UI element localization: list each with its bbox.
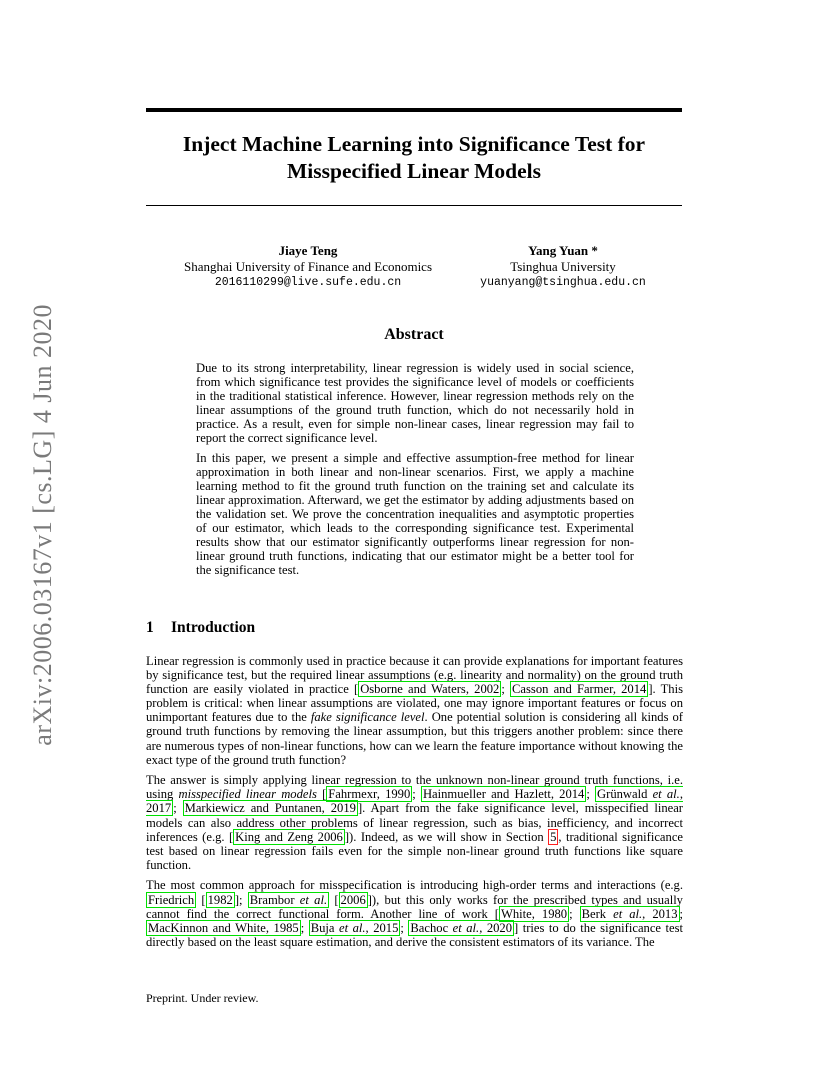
citation-link[interactable]: Fahrmexr, 1990	[328, 787, 411, 802]
author-name: Jiaye Teng	[278, 243, 338, 258]
title-top-rule	[146, 108, 682, 112]
author-name: Yang Yuan *	[528, 243, 598, 258]
author-email[interactable]: yuanyang@tsinghua.edu.cn	[480, 276, 646, 289]
citation-link[interactable]: 1982	[207, 892, 233, 907]
citation-link[interactable]: Markiewicz and Puntanen, 2019	[184, 801, 356, 816]
citation-link[interactable]: MacKinnon and White, 1985	[148, 920, 299, 935]
author-affiliation: Tsinghua University	[510, 259, 616, 274]
emphasis: misspecified linear models	[178, 787, 317, 802]
intro-body	[146, 654, 683, 955]
author-email[interactable]: 2016110299@live.sufe.edu.cn	[214, 276, 402, 289]
body-paragraph: Linear regression is commonly used in practice because it can provide explanations for important features by significance test, but the required linear assumptions (e.g. linearity and normality) on the ground truth function are easily violated in practice [ Osborne and Waters, 2002 ; Casson and Farmer, 2014 ]. This problem is critical: when linear assumptions are violated, one may ignore important features or focus on unimportant features due to the fake significance level. One potential solution is considering all kinds of ground truth functions by removing the linear assumption, but this triggers another problem: since there are numerous types of non-linear functions, how can we learn the feature importance without knowing the exact type of the ground truth function?	[146, 654, 684, 767]
footer-note: Preprint. Under review.	[146, 991, 259, 1005]
arxiv-id-text: arXiv:2006.03167v1 [cs.LG] 4 Jun 2020	[28, 304, 57, 746]
citation-link[interactable]: Osborne and Waters, 2002	[360, 682, 500, 697]
abstract-paragraph: Due to its strong interpretability, linear regression is widely used in social science, from which significance test provides the significance level of models or coefficients in the traditional statistical inference. However, linear regression methods rely on the linear assumptions of the ground truth function, which do not necessarily hold in practice. As a result, even for simple non-linear cases, linear regression may fail to report the correct significance level.	[196, 361, 634, 446]
citation-link[interactable]: White, 1980	[500, 906, 568, 921]
citation-link[interactable]: Casson and Farmer, 2014	[512, 682, 647, 697]
citation-link[interactable]: King and Zeng 2006	[235, 829, 343, 844]
paper-title: Inject Machine Learning into Significance Test for Misspecified Linear Models	[182, 132, 646, 183]
arxiv-identifier	[22, 296, 64, 754]
citation-link[interactable]: 2006	[340, 892, 366, 907]
abstract-paragraph: In this paper, we present a simple and effective assumption-free method for linear approximation in both linear and non-linear scenarios. First, we apply a machine learning method to fit the ground truth function on the training set and calculate its linear approximation. Afterward, we get the estimator by adding adjustments based on the validation set. We prove the concentration inequalities and asymptotic properties of our estimator, which leads to the corresponding significance test. Experimental results show that our estimator significantly outperforms linear regression for non-linear ground truth functions, indicating that our estimator might be a better tool for the significance test.	[196, 450, 634, 578]
body-paragraph: The most common approach for misspecification is introducing high-order terms and interactions (e.g. Friedrich [ 1982 ]; Brambor et al. [ 2006 ]), but this only works for the prescribed types and usually cannot find the correct functional form. Another line of work [ White, 1980 ; Berk et al., 2013 ; MacKinnon and White, 1985 ; Buja et al., 2015 ; Bachoc et al., 2020 ] tries to do the significance test directly based on the least square estimation, and derive the consistent estimators of its variance. The	[146, 878, 684, 949]
abstract-body	[196, 361, 634, 582]
section-number: 1	[146, 619, 154, 636]
citation-link[interactable]: Bachoc et al., 2020	[410, 920, 513, 935]
abstract-heading: Abstract	[384, 326, 444, 343]
section-title: Introduction	[171, 619, 256, 636]
body-paragraph: The answer is simply applying linear regression to the unknown non-linear ground truth functions, i.e. using misspecified linear models [ Fahrmexr, 1990 ; Hainmueller and Hazlett, 2014 ; Grünwald et al., 2017 ; Markiewicz and Puntanen, 2019 ]. Apart from the fake significance level, misspecified linear models can also address other problems of linear regression, such as bias, inefficiency, and incorrect inferences (e.g. [ King and Zeng 2006 ]). Indeed, as we will show in Section 5 , traditional significance test based on linear regression fails even for the simple non-linear ground truth functions like square function.	[146, 773, 683, 872]
emphasis: fake significance level	[310, 710, 425, 725]
citation-link[interactable]: Grünwald et al., 2017	[146, 787, 683, 816]
section-heading	[146, 619, 255, 637]
citation-link[interactable]: Hainmueller and Hazlett, 2014	[422, 787, 585, 802]
author-affiliation: Shanghai University of Finance and Economics	[183, 259, 433, 274]
citation-link[interactable]: Berk et al., 2013	[581, 906, 678, 921]
author-block-2	[470, 243, 656, 291]
citation-link[interactable]: Friedrich	[148, 892, 195, 907]
citation-link[interactable]: Brambor et al.	[249, 892, 328, 907]
author-block-1	[166, 243, 450, 291]
section-reference-link[interactable]: 5	[550, 829, 557, 844]
title-bottom-rule	[146, 205, 682, 206]
citation-link[interactable]: Buja et al., 2015	[310, 920, 399, 935]
